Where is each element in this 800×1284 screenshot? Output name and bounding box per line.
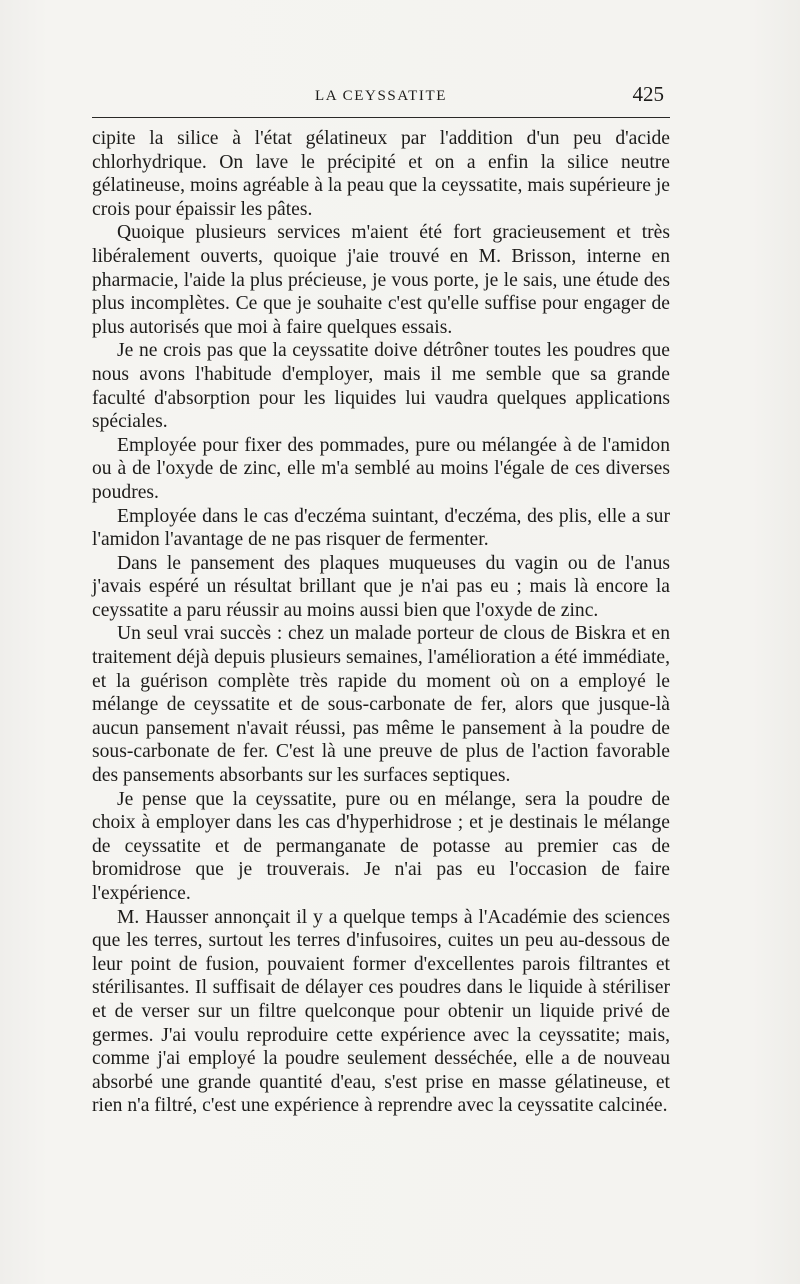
- paragraph: Dans le pansement des plaques muqueuses du vagin ou de l'anus j'avais espéré un résultat brillant que je n'ai pas eu ; mais là encore la ceyssatite a paru réussir au moins aussi bien que l'oxyde de zinc.: [92, 552, 670, 621]
- paragraph: Employée pour fixer des pommades, pure ou mélangée à de l'amidon ou à de l'oxyde de zinc, elle m'a semblé au moins l'égale de ces diverses poudres.: [92, 434, 670, 503]
- paragraph: Un seul vrai succès : chez un malade porteur de clous de Biskra et en traitement déjà depuis plusieurs semaines, l'amélioration a été immédiate, et la guérison complète très rapide du moment où on a employé le mélange de ceyssatite et de sous-carbonate de fer, alors que jusque-là aucun pansement n'avait réussi, pas même le pansement à la poudre de sous-carbonate de fer. C'est là une preuve de plus de l'action favorable des pansements absorbants sur les surfaces septiques.: [92, 623, 670, 787]
- paragraph: Employée dans le cas d'eczéma suintant, d'eczéma, des plis, elle a sur l'amidon l'avantage de ne pas risquer de fermenter.: [92, 505, 670, 551]
- page-number: 425: [632, 82, 664, 106]
- running-title: LA CEYSSATITE: [314, 88, 448, 104]
- paragraph: Je ne crois pas que la ceyssatite doive détrôner toutes les poudres que nous avons l'habitude d'employer, mais il me semble que sa grande faculté d'absorption pour les liquides lui vaudra quelques applications spéciales.: [92, 340, 670, 433]
- body-text: [92, 127, 670, 1118]
- paragraph-continuation: cipite la silice à l'état gélatineux par l'addition d'un peu d'acide chlorhydrique. On lave le précipité et on a enfin la silice neutre gélatineuse, moins agréable à la peau que la ceyssatite, mais supérieure je crois pour épaissir les pâtes.: [92, 128, 670, 220]
- paragraph: M. Hausser annonçait il y a quelque temps à l'Académie des sciences que les terres, surtout les terres d'infusoires, cuites un peu au-dessous de leur point de fusion, pouvaient former d'excellentes parois filtrantes et stérilisantes. Il suffisait de délayer ces poudres dans le liquide à stériliser et de verser sur un filtre quelconque pour obtenir un liquide privé de germes. J'ai voulu reproduire cette expérience avec la ceyssatite; mais, comme j'ai employé la poudre seulement desséchée, elle a de nouveau absorbé une grande quantité d'eau, s'est prise en masse gélatineuse, et rien n'a filtré, c'est une expérience à reprendre avec la ceyssatite calcinée.: [92, 906, 670, 1117]
- paragraph: Je pense que la ceyssatite, pure ou en mélange, sera la poudre de choix à employer dans les cas d'hyperhidrose ; et je destinais le mélange de ceyssatite et de permanganate de potasse au premier cas de bromidrose que je trouverais. Je n'ai pas eu l'occasion de faire l'expérience.: [92, 788, 670, 904]
- page-header: [92, 82, 670, 110]
- paragraph: Quoique plusieurs services m'aient été fort gracieusement et très libéralement ouverts, quoique j'aie trouvé en M. Brisson, interne en pharmacie, l'aide la plus précieuse, je vous porte, je le sais, une étude des plus incomplètes. Ce que je souhaite c'est qu'elle suffise pour engager de plus autorisés que moi à faire quelques essais.: [92, 222, 670, 338]
- header-rule: [92, 117, 670, 118]
